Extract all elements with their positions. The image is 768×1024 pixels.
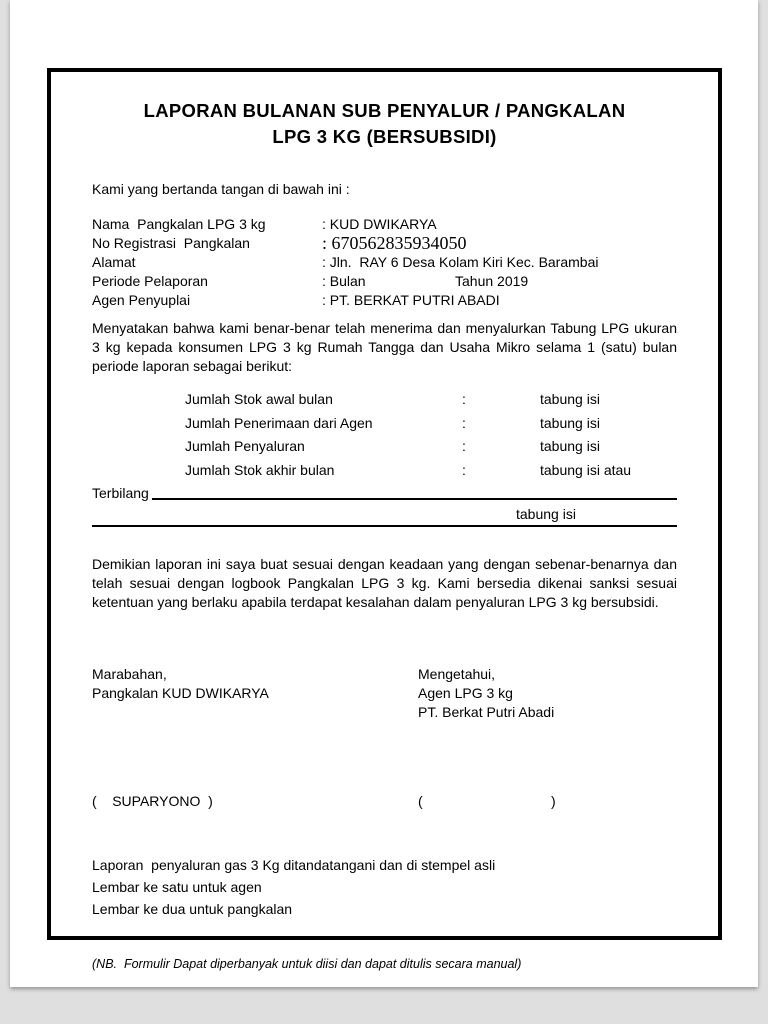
identity-row-no-registrasi (92, 234, 677, 253)
note-line: Laporan penyaluran gas 3 Kg ditandatangani dan di stempel asli (92, 857, 496, 873)
field-label: Alamat (92, 254, 136, 270)
document-page (10, 0, 758, 987)
identity-row-periode (92, 272, 677, 291)
field-value: : KUD DWIKARYA (322, 216, 437, 232)
stock-colon: : (462, 391, 466, 407)
stock-row-penyaluran (92, 437, 677, 456)
terbilang-label: Terbilang (92, 485, 149, 501)
signature-left-role: Pangkalan KUD DWIKARYA (92, 685, 269, 701)
statement-paragraph: Menyatakan bahwa kami benar-benar telah menerima dan menyalurkan Tabung LPG ukuran 3 kg kepada konsumen LPG 3 kg Rumah Tangga dan Usaha Mikro selama 1 (satu) bulan periode laporan sebagai berikut: (92, 320, 677, 374)
stock-label: Jumlah Penerimaan dari Agen (185, 414, 373, 431)
distribution-notes (92, 854, 677, 920)
field-label: Nama Pangkalan LPG 3 kg (92, 216, 266, 232)
identity-block (92, 215, 677, 310)
stock-label: Jumlah Stok akhir bulan (185, 461, 335, 478)
signature-right-role: Agen LPG 3 kg (418, 685, 513, 701)
terbilang-bottom-line (92, 525, 677, 527)
form-border (47, 68, 722, 940)
signature-left (92, 665, 418, 722)
stock-label: Jumlah Penyaluran (185, 438, 305, 454)
footer-note: (NB. Formulir Dapat diperbanyak untuk diisi dan dapat ditulis secara manual) (92, 957, 522, 971)
report-title-line1: LAPORAN BULANAN SUB PENYALUR / PANGKALAN (143, 100, 626, 121)
stock-unit: tabung isi (540, 438, 600, 454)
field-label: Periode Pelaporan (92, 273, 208, 289)
report-title-line2: LPG 3 KG (BERSUBSIDI) (272, 126, 497, 147)
signature-right (418, 665, 554, 722)
report-title (92, 98, 677, 150)
stock-unit: tabung isi (540, 414, 600, 431)
field-label: Agen Penyuplai (92, 292, 191, 308)
stock-unit: tabung isi (540, 391, 600, 407)
signature-right-company: PT. Berkat Putri Abadi (418, 704, 555, 720)
stock-unit: tabung isi atau (540, 461, 632, 478)
field-value: : 670562835934050 (322, 233, 467, 253)
form-content (51, 72, 718, 920)
note-line: Lembar ke dua untuk pangkalan (92, 901, 293, 917)
intro-text: Kami yang bertanda tangan di bawah ini : (92, 181, 350, 197)
closing-paragraph: Demikian laporan ini saya buat sesuai dengan keadaan yang dengan sebenar-benarnya dan telah sesuai dengan logbook Pangkalan LPG 3 kg. Kami bersedia dikenai sanksi sesuai ketentuan yang berlaku apabila terdapat kesalahan dalam penyaluran LPG 3 kg bersubsidi. (92, 556, 677, 610)
stock-colon: : (462, 461, 466, 478)
signature-left-place: Marabahan, (92, 666, 167, 682)
stock-block (92, 390, 677, 480)
field-value: : PT. BERKAT PUTRI ABADI (322, 292, 500, 308)
terbilang-unit: tabung isi (516, 506, 576, 522)
stock-row-akhir (92, 461, 677, 480)
signature-block (92, 665, 677, 722)
stock-label: Jumlah Stok awal bulan (185, 391, 333, 407)
stock-row-awal (92, 390, 677, 409)
stock-colon: : (462, 414, 466, 431)
field-value-bulan: : Bulan (322, 273, 366, 289)
terbilang-row (92, 484, 677, 503)
signature-name-left: ( SUPARYONO ) (92, 793, 213, 809)
stock-colon: : (462, 438, 466, 454)
stock-row-penerimaan (92, 414, 677, 433)
field-value: : Jln. RAY 6 Desa Kolam Kiri Kec. Barambai (322, 254, 599, 270)
signature-right-title: Mengetahui, (418, 666, 496, 682)
identity-row-nama-pangkalan (92, 215, 677, 234)
signature-names (92, 792, 677, 811)
identity-row-agen (92, 291, 677, 310)
signature-name-right: ( ) (418, 793, 556, 809)
note-line: Lembar ke satu untuk agen (92, 879, 262, 895)
terbilang-fill-line (152, 484, 677, 500)
field-label: No Registrasi Pangkalan (92, 235, 250, 251)
field-value-tahun: Tahun 2019 (455, 273, 529, 289)
identity-row-alamat (92, 253, 677, 272)
